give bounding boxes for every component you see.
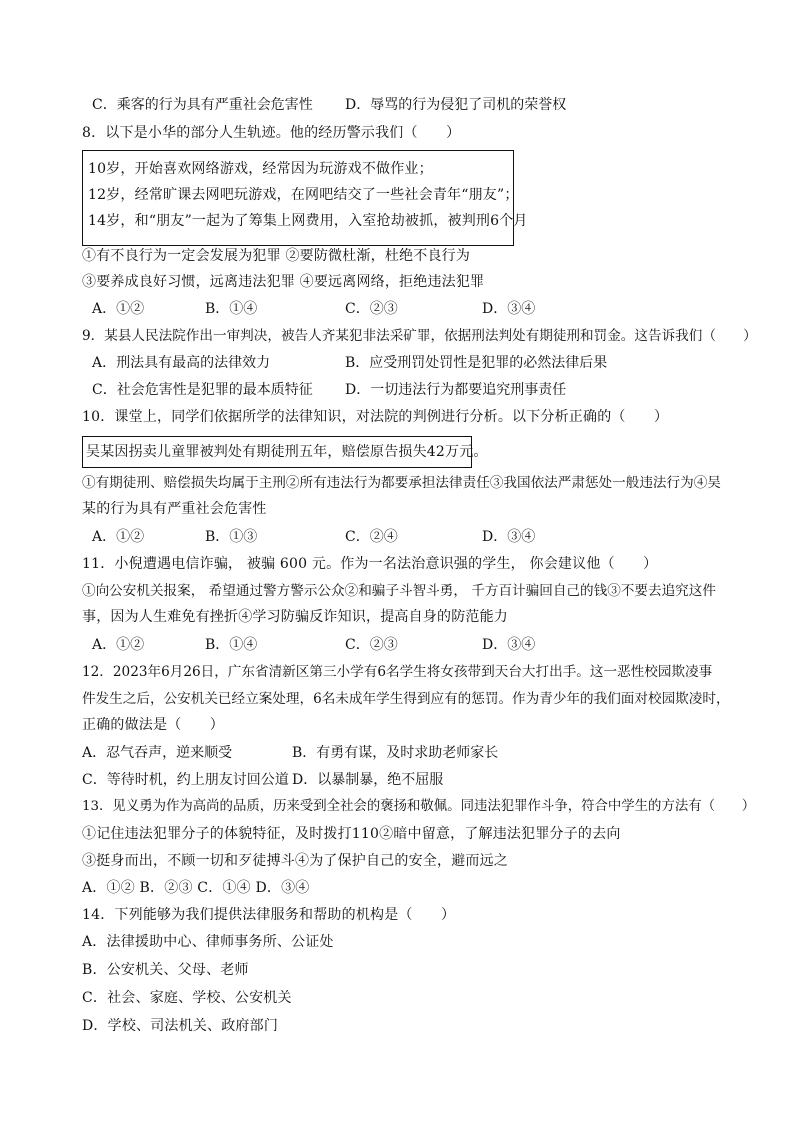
q7-option-c: C．乘客的行为具有严重社会危害性 bbox=[92, 97, 313, 113]
q8-box-line-2: 12岁，经常旷课去网吧玩游戏，在网吧结交了一些社会青年“朋友”； bbox=[88, 187, 519, 203]
q8-option-d: D．③④ bbox=[482, 301, 536, 317]
q13-statement-2: ③挺身而出，不顾一切和歹徒搏斗④为了保护自己的安全，避而远之 bbox=[82, 853, 508, 869]
q9-option-b: B．应受刑罚处罚性是犯罪的必然法律后果 bbox=[345, 355, 608, 371]
q12-stem-line-2: 件发生之后，公安机关已经立案处理，6名未成年学生得到应有的惩罚。作为青少年的我们面对校园欺凌时， bbox=[82, 691, 730, 707]
q10-option-c: C．②④ bbox=[345, 529, 398, 545]
q12-stem-line-1: 12．2023年6月26日，广东省清新区第三小学有6名学生将女孩带到天台大打出手。这一恶性校园欺凌事 bbox=[82, 664, 713, 680]
q10-statement-2: 某的行为具有严重社会危害性 bbox=[82, 501, 267, 517]
q10-case-text: 吴某因拐卖儿童罪被判处有期徒刑五年，赔偿原告损失42万元。 bbox=[86, 444, 488, 460]
q13-statement-1: ①记住违法犯罪分子的体貌特征，及时拨打110②暗中留意，了解违法犯罪分子的去向 bbox=[82, 826, 621, 842]
q11-option-d: D．③④ bbox=[482, 637, 536, 653]
q14-option-a: A．法律援助中心、律师事务所、公证处 bbox=[82, 934, 334, 950]
q9-option-d: D．一切违法行为都要追究刑事责任 bbox=[345, 382, 567, 398]
q12-stem-line-3: 正确的做法是（ ） bbox=[82, 717, 224, 733]
q8-stem: 8．以下是小华的部分人生轨迹。他的经历警示我们（ ） bbox=[82, 125, 461, 141]
q13-options: A．①② B．②③ C．①④ D．③④ bbox=[82, 880, 310, 896]
q10-option-a: A．①② bbox=[92, 529, 145, 545]
q10-stem: 10．课堂上，同学们依据所学的法律知识，对法院的判例进行分析。以下分析正确的（ ） bbox=[82, 409, 669, 425]
q8-option-b: B．①④ bbox=[205, 301, 258, 317]
q12-option-d: D．以暴制暴，绝不屈服 bbox=[292, 772, 444, 788]
q11-stem: 11．小倪遭遇电信诈骗， 被骗 600 元。作为一名法治意识强的学生， 你会建议他（ ） bbox=[82, 556, 658, 572]
q14-option-c: C．社会、家庭、学校、公安机关 bbox=[82, 990, 292, 1006]
q10-option-b: B．①③ bbox=[205, 529, 258, 545]
q11-option-a: A．①② bbox=[92, 637, 145, 653]
q8-statement-1: ①有不良行为一定会发展为犯罪 ②要防微杜渐，杜绝不良行为 bbox=[82, 248, 471, 264]
q12-option-a: A．忍气吞声，逆来顺受 bbox=[82, 745, 233, 761]
q9-option-c: C．社会危害性是犯罪的最本质特征 bbox=[92, 382, 313, 398]
q7-option-d: D．辱骂的行为侵犯了司机的荣誉权 bbox=[345, 97, 567, 113]
q8-option-a: A．①② bbox=[92, 301, 145, 317]
q12-option-c: C．等待时机，约上朋友讨回公道 bbox=[82, 772, 289, 788]
q12-option-b: B．有勇有谋，及时求助老师家长 bbox=[292, 745, 499, 761]
q14-option-b: B．公安机关、父母、老师 bbox=[82, 962, 249, 978]
q9-stem: 9．某县人民法院作出一审判决，被告人齐某犯非法采矿罪，依据刑法判处有期徒刑和罚金。这告诉我们（ ） bbox=[82, 328, 757, 344]
q13-stem: 13．见义勇为作为高尚的品质，历来受到全社会的褒扬和敬佩。同违法犯罪作斗争，符合中学生的方法有（ ） bbox=[82, 799, 756, 814]
q8-option-c: C．②③ bbox=[345, 301, 398, 317]
q8-box-line-1: 10岁，开始喜欢网络游戏，经常因为玩游戏不做作业； bbox=[88, 161, 433, 177]
q11-statement-1: ①向公安机关报案， 希望通过警方警示公众②和骗子斗智斗勇， 千方百计骗回自己的钱③不要去追究这件 bbox=[82, 583, 716, 599]
q8-statement-2: ③要养成良好习惯，远离违法犯罪 ④要远离网络，拒绝违法犯罪 bbox=[82, 274, 485, 290]
q11-statement-2: 事，因为人生难免有挫折④学习防骗反诈知识，提高自身的防范能力 bbox=[82, 609, 508, 625]
q14-stem: 14．下列能够为我们提供法律服务和帮助的机构是（ ） bbox=[82, 907, 456, 923]
q11-option-c: C．②③ bbox=[345, 637, 398, 653]
q8-box-line-3: 14岁，和“朋友”一起为了筹集上网费用，入室抢劫被抓，被判刑6个月 bbox=[88, 213, 528, 229]
q14-option-d: D．学校、司法机关、政府部门 bbox=[82, 1018, 279, 1034]
q10-statement-1: ①有期徒刑、赔偿损失均属于主刑②所有违法行为都要承担法律责任③我国依法严肃惩处一般违法行为④吴 bbox=[82, 475, 721, 491]
q9-option-a: A．刑法具有最高的法律效力 bbox=[92, 355, 271, 371]
q11-option-b: B．①④ bbox=[205, 637, 258, 653]
q10-option-d: D．③④ bbox=[482, 529, 536, 545]
